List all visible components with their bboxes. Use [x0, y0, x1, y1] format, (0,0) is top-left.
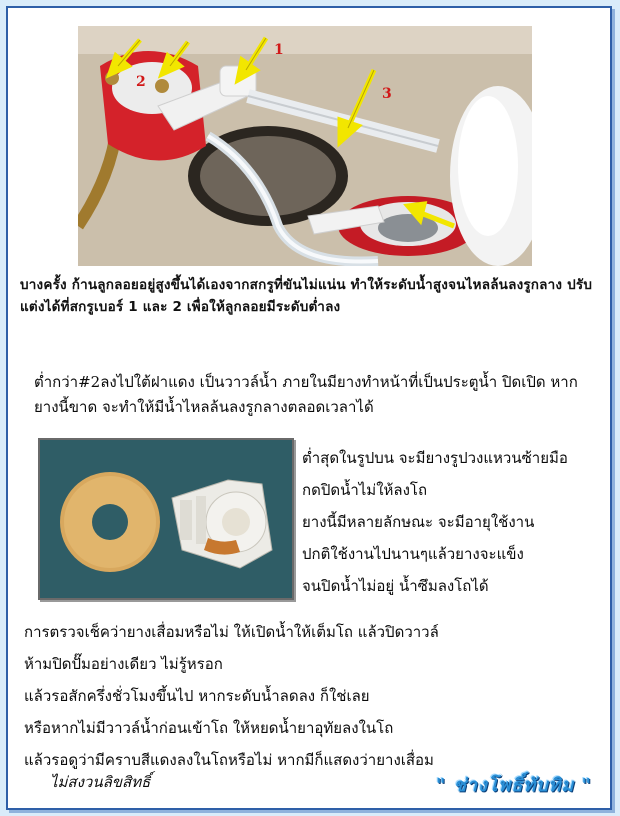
instruction-line: หรือหากไม่มีวาวล์น้ำก่อนเข้าโถ ให้หยดน้ำยาอุทัยลงในโถ — [24, 719, 394, 737]
side-line: จนปิดน้ำไม่อยู่ น้ำซึมลงโถได้ — [302, 577, 489, 595]
toilet-tank-photo — [78, 26, 532, 266]
author-signature: " ช่างโพธิ์ทับทิม " — [436, 775, 592, 796]
instruction-line: ห้ามปิดปั๊มอย่างเดียว ไม่รู้หรอก — [24, 655, 223, 673]
side-line: ปกติใช้งานไปนานๆแล้วยางจะแข็ง — [302, 545, 524, 563]
gasket-illustration — [40, 440, 292, 598]
side-line: ยางนี้มีหลายลักษณะ จะมีอายุใช้งาน — [302, 513, 535, 531]
intro-paragraph: บางครั้ง ก้านลูกลอยอยู่สูงขึ้นได้เองจากสกรูที่ขันไม่แน่น ทำให้ระดับน้ำสูงจนไหลล้นลงรูกลาง ปรับแต่งได้ที่สกรูเบอร์ 1 และ 2 เพื่อให้ลูกลอยมีระดับต่ำลง — [20, 277, 593, 315]
photo-label-1: 1 — [274, 42, 284, 58]
check-instructions — [24, 616, 604, 776]
valve-paragraph: ต่ำกว่า#2ลงไปใต้ฝาแดง เป็นวาวล์น้ำ ภายในมียางทำหน้าที่เป็นประตูน้ำ ปิดเปิด หากยางนี้ขาด จะทำให้มีน้ำไหลล้นลงรูกลางตลอดเวลาได้ — [34, 373, 578, 416]
document-page — [6, 6, 612, 810]
gasket-description — [302, 442, 614, 602]
toilet-tank-illustration — [78, 26, 532, 266]
instruction-line: แล้วรอสักครึ่งชั่วโมงขึ้นไป หากระดับน้ำลดลง ก็ใช่เลย — [24, 687, 370, 705]
side-line: กดปิดน้ำไม่ให้ลงโถ — [302, 481, 428, 499]
instruction-line: แล้วรอดูว่ามีคราบสีแดงลงในโถหรือไม่ หากมีก็แสดงว่ายางเสื่อม — [24, 751, 434, 769]
copyright-note: ไม่สงวนลิขสิทธิ์ — [50, 773, 151, 791]
side-line: ต่ำสุดในรูปบน จะมียางรูปวงแหวนซ้ายมือ — [302, 449, 568, 467]
instruction-line: การตรวจเช็คว่ายางเสื่อมหรือไม่ ให้เปิดน้ำให้เต็มโถ แล้วปิดวาวล์ — [24, 623, 439, 641]
photo-label-3: 3 — [382, 86, 392, 102]
rubber-gasket-photo — [38, 438, 294, 600]
photo-label-2: 2 — [136, 74, 146, 90]
